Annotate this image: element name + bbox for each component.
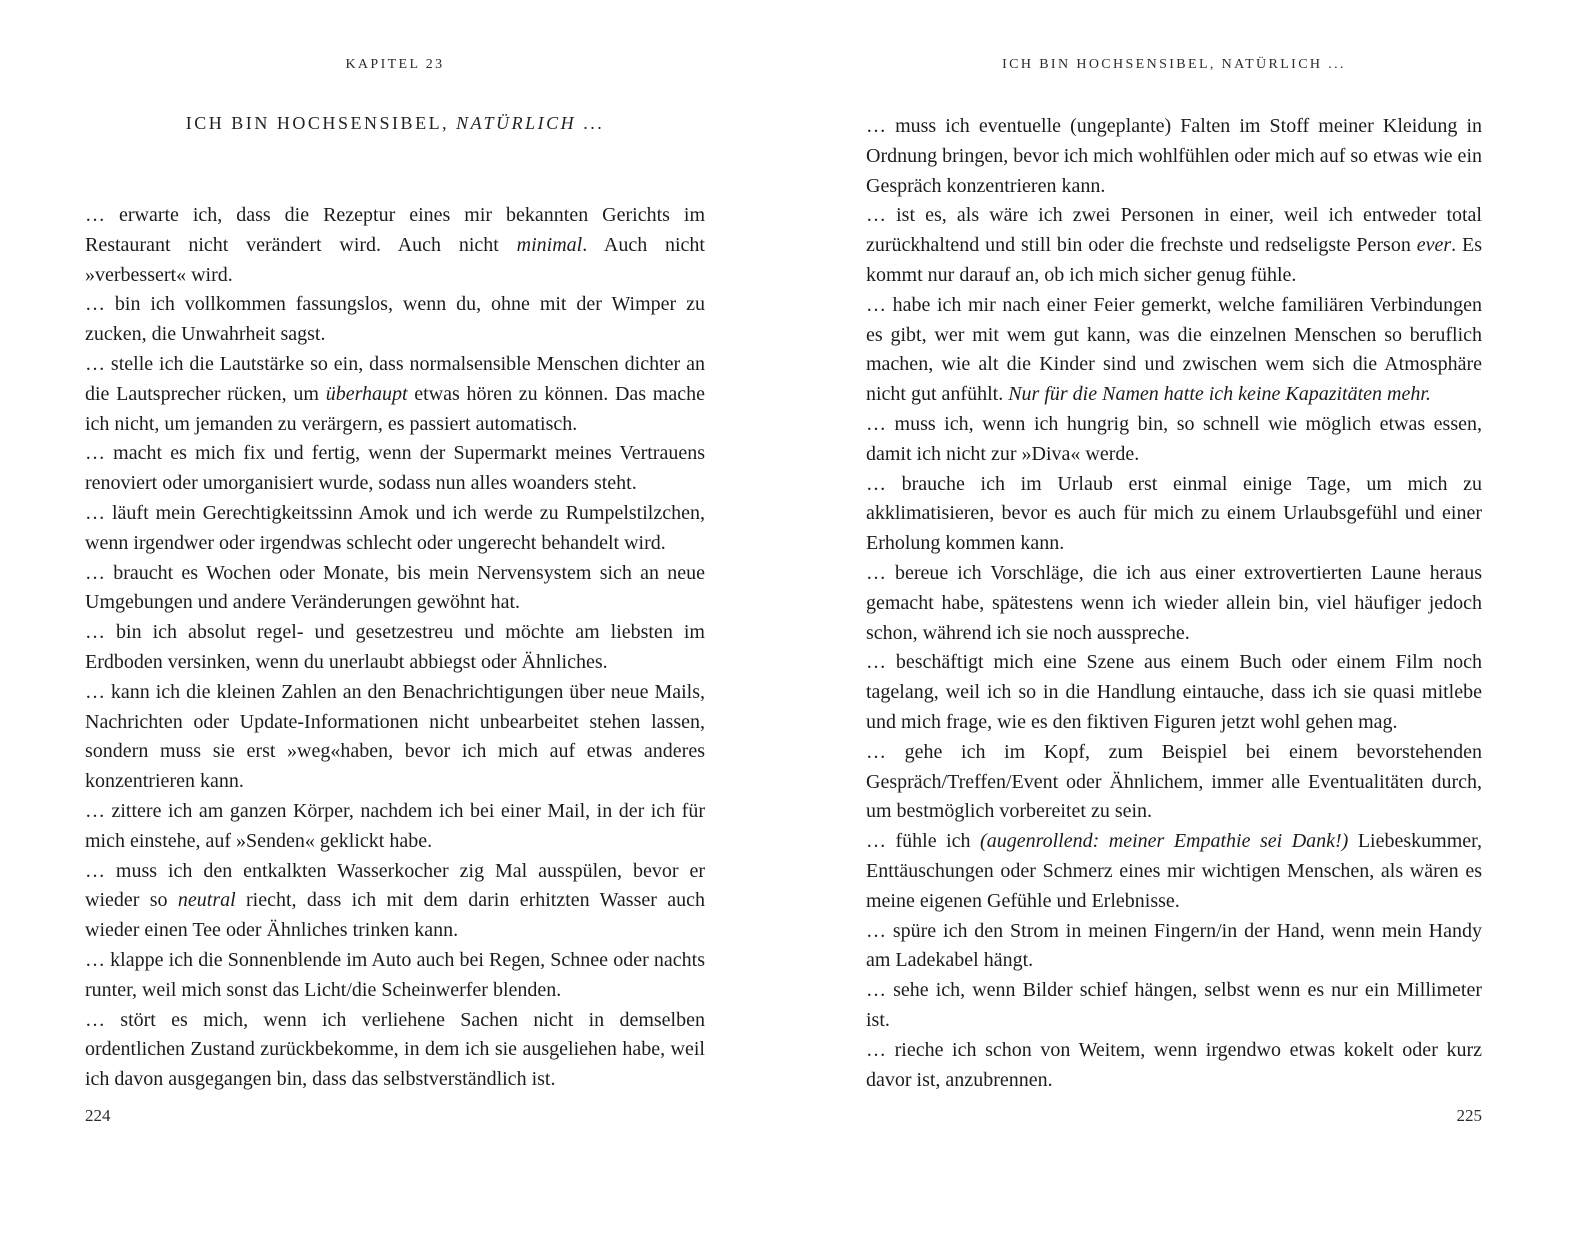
paragraph bbox=[866, 470, 1482, 559]
paragraph bbox=[866, 827, 1482, 916]
text-segment: . Auch nicht »verbessert« wird. bbox=[85, 233, 705, 286]
text-segment: Nur für die Namen hatte ich keine Kapazitäten mehr. bbox=[1008, 383, 1431, 406]
paragraph bbox=[85, 618, 705, 678]
paragraph bbox=[866, 291, 1482, 410]
text-segment: … erwarte ich, dass die Rezeptur eines mir bekannten Gerichts im Restaurant nicht verändert wird. Auch nicht bbox=[85, 204, 705, 256]
text-segment: … zittere ich am ganzen Körper, nachdem ich bei einer Mail, in der ich für mich einstehe, auf »Senden« geklickt habe. bbox=[85, 799, 705, 852]
paragraph bbox=[866, 1036, 1482, 1096]
paragraph bbox=[866, 976, 1482, 1036]
text-segment: … kann ich die kleinen Zahlen an den Benachrichtigungen über neue Mails, Nachrichten oder Update-Informationen nicht unbearbeitet stehen lassen, sondern muss sie erst »weg«haben, bevor ich mich auf etwas anderes konzentrieren kann. bbox=[85, 680, 705, 793]
text-segment: … stört es mich, wenn ich verliehene Sachen nicht in demselben ordentlichen Zustand zurückbekomme, in dem ich sie ausgeliehen habe, weil ich davon ausgegangen bin, dass das selbstverständlich ist. bbox=[85, 1008, 705, 1091]
text-segment: … klappe ich die Sonnenblende im Auto auch bei Regen, Schnee oder nachts runter, weil mich sonst das Licht/die Scheinwerfer blenden. bbox=[85, 948, 705, 1001]
text-segment: ever bbox=[1416, 234, 1452, 257]
paragraph bbox=[85, 559, 705, 619]
paragraph bbox=[866, 648, 1482, 737]
page-number-right: 225 bbox=[1456, 1106, 1482, 1125]
text-segment: … macht es mich fix und fertig, wenn der Supermarkt meines Vertrauens renoviert oder umorganisiert wurde, sodass nun alles woanders steht. bbox=[85, 442, 705, 495]
text-segment: … muss ich, wenn ich hungrig bin, so schnell wie möglich etwas essen, damit ich nicht zur »Diva« werde. bbox=[866, 412, 1482, 465]
paragraph bbox=[866, 201, 1482, 290]
text-segment: ICH BIN HOCHSENSIBEL, bbox=[185, 113, 457, 133]
page-right bbox=[866, 0, 1482, 1240]
paragraph bbox=[866, 559, 1482, 648]
text-segment: … fühle ich bbox=[866, 830, 981, 853]
running-head-left: KAPITEL 23 bbox=[345, 57, 445, 72]
chapter-title bbox=[85, 113, 705, 134]
text-segment: NATÜRLICH bbox=[456, 113, 577, 133]
text-segment: … bin ich absolut regel- und gesetzestreu und möchte am liebsten im Erdboden versinken, wenn du unerlaubt abbiegst oder Ähnliches. bbox=[85, 621, 705, 673]
text-segment: … gehe ich im Kopf, zum Beispiel bei einem bevorstehenden Gespräch/Treffen/Event oder Ähnlichem, immer alle Eventualitäten durch, um bestmöglich vorbereitet zu sein. bbox=[866, 740, 1482, 823]
paragraph bbox=[85, 439, 705, 499]
text-segment: … muss ich eventuelle (ungeplante) Falten im Stoff meiner Kleidung in Ordnung bringen, bevor ich mich wohlfühlen oder mich auf so etwas wie ein Gespräch konzentrieren kann. bbox=[866, 115, 1482, 197]
text-segment: Liebeskummer, Enttäuschungen oder Schmerz eines mir wichtigen Menschen, als wären es meine eigenen Gefühle und Erlebnisse. bbox=[866, 830, 1482, 912]
paragraph bbox=[85, 797, 705, 857]
text-segment: … habe ich mir nach einer Feier gemerkt, welche familiären Verbindungen es gibt, wer mit wem gut kann, was die einzelnen Menschen so beruflich machen, wie alt die Kinder sind und zwischen wem sich die Atmosphäre nicht gut anfühlt. bbox=[866, 293, 1482, 406]
text-segment: … bereue ich Vorschläge, die ich aus einer extrovertierten Laune heraus gemacht habe, spätestens wenn ich wieder allein bin, viel häufiger jedoch schon, während ich sie noch ausspreche. bbox=[866, 561, 1482, 644]
text-segment: . Es kommt nur darauf an, ob ich mich sicher genug fühle. bbox=[866, 234, 1482, 286]
text-segment: überhaupt bbox=[325, 382, 408, 405]
page-left bbox=[85, 0, 705, 1240]
text-segment: neutral bbox=[177, 889, 236, 912]
text-segment: … läuft mein Gerechtigkeitssinn Amok und ich werde zu Rumpelstilzchen, wenn irgendwer oder irgendwas schlecht oder ungerecht behandelt wird. bbox=[85, 501, 705, 554]
text-segment: … brauche ich im Urlaub erst einmal einige Tage, um mich zu akklimatisieren, bevor es auch für mich zu einem Urlaubsgefühl und einer Erholung kommen kann. bbox=[866, 472, 1482, 555]
paragraph bbox=[85, 1006, 705, 1095]
text-segment: … ist es, als wäre ich zwei Personen in einer, weil ich entweder total zurückhaltend und still bin oder die frechste und redseligste Person bbox=[866, 204, 1482, 257]
paragraph bbox=[85, 946, 705, 1006]
paragraph bbox=[85, 678, 705, 797]
paragraph bbox=[866, 112, 1482, 201]
body-text-right bbox=[866, 112, 1482, 1095]
text-segment: … sehe ich, wenn Bilder schief hängen, selbst wenn es nur ein Millimeter ist. bbox=[866, 979, 1482, 1031]
paragraph bbox=[866, 410, 1482, 470]
text-segment: etwas hören zu können. Das mache ich nicht, um jemanden zu verärgern, es passiert automatisch. bbox=[85, 382, 705, 435]
text-segment: … stelle ich die Lautstärke so ein, dass normalsensible Menschen dichter an die Lautsprecher rücken, um bbox=[85, 352, 705, 405]
text-segment: riecht, dass ich mit dem darin erhitzten Wasser auch wieder einen Tee oder Ähnliches trinken kann. bbox=[85, 889, 705, 942]
paragraph bbox=[85, 201, 705, 290]
paragraph bbox=[866, 917, 1482, 977]
text-segment: … rieche ich schon von Weitem, wenn irgendwo etwas kokelt oder kurz davor ist, anzubrennen. bbox=[866, 1038, 1482, 1091]
paragraph bbox=[85, 350, 705, 439]
paragraph bbox=[85, 499, 705, 559]
text-segment: … spüre ich den Strom in meinen Fingern/in der Hand, wenn mein Handy am Ladekabel hängt. bbox=[866, 919, 1482, 972]
paragraph bbox=[866, 738, 1482, 827]
body-text-left bbox=[85, 201, 705, 1095]
text-segment: (augenrollend: meiner Empathie sei Dank!) bbox=[980, 830, 1349, 853]
text-segment: … muss ich den entkalkten Wasserkocher zig Mal ausspülen, bevor er wieder so bbox=[85, 859, 705, 912]
text-segment: … beschäftigt mich eine Szene aus einem Buch oder einem Film noch tagelang, weil ich so in die Handlung eintauche, dass ich sie quasi mitlebe und mich frage, wie es den fiktiven Figuren jetzt wohl gehen mag. bbox=[866, 651, 1482, 733]
paragraph bbox=[85, 290, 705, 350]
text-segment: ... bbox=[576, 113, 605, 133]
paragraph bbox=[85, 857, 705, 946]
text-segment: … braucht es Wochen oder Monate, bis mein Nervensystem sich an neue Umgebungen und andere Veränderungen gewöhnt hat. bbox=[85, 561, 705, 614]
text-segment: … bin ich vollkommen fassungslos, wenn du, ohne mit der Wimper zu zucken, die Unwahrheit sagst. bbox=[85, 293, 705, 346]
running-head-right: ICH BIN HOCHSENSIBEL, NATÜRLICH ... bbox=[1002, 57, 1346, 72]
page-number-left: 224 bbox=[85, 1106, 111, 1125]
text-segment: minimal bbox=[516, 233, 583, 256]
